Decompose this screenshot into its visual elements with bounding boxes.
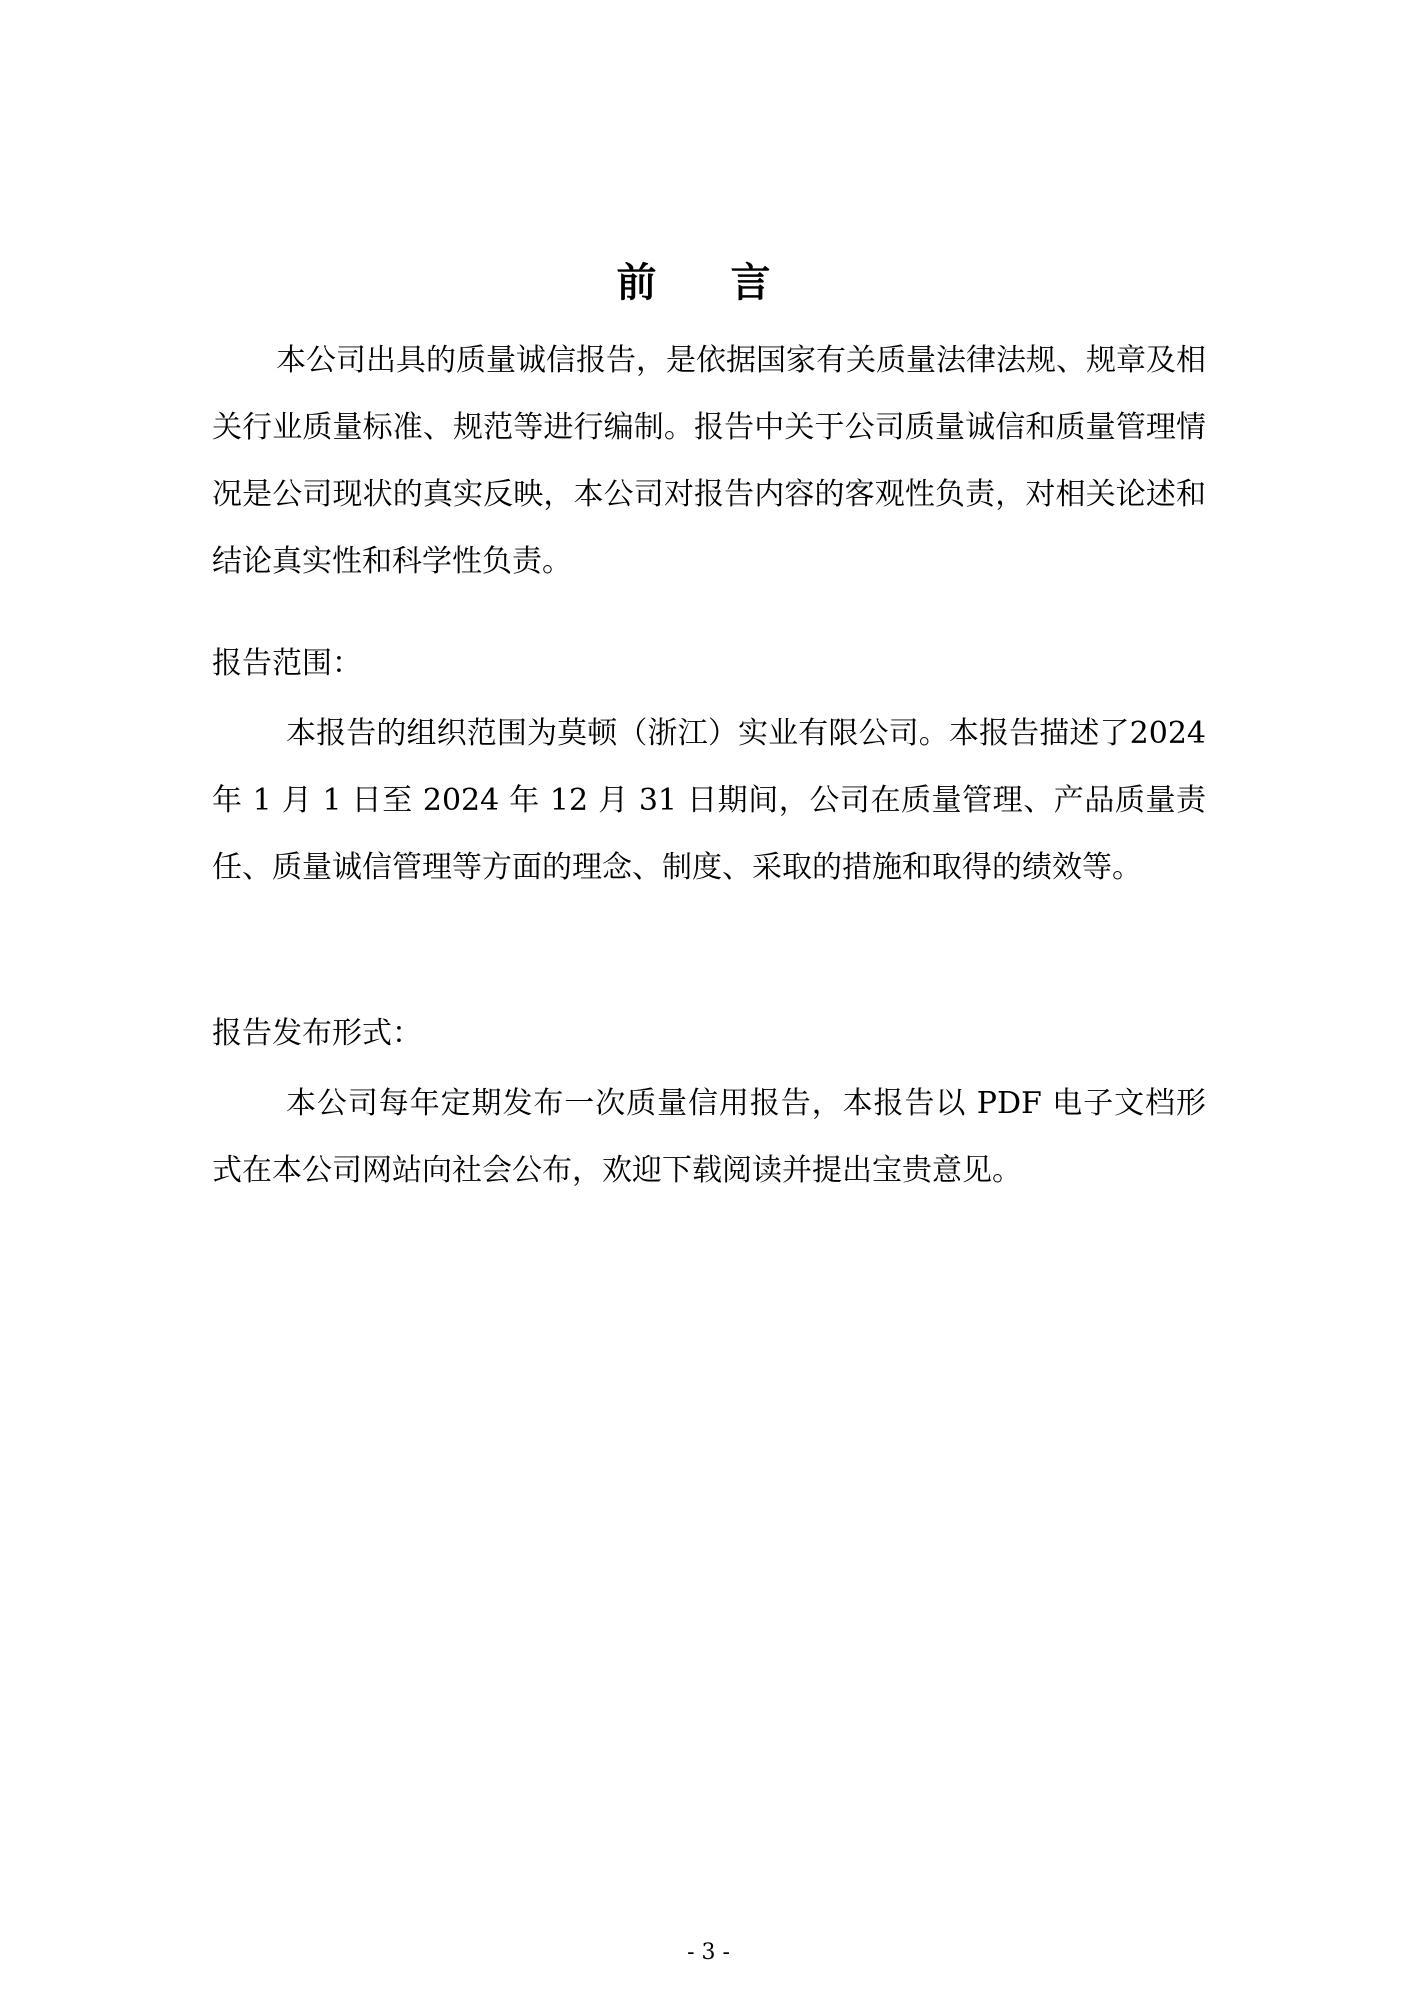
scope-heading-section (212, 630, 1206, 697)
page-number: - 3 - (687, 1940, 730, 1965)
publish-heading-section (212, 1000, 1206, 1067)
publish-paragraph: 本公司每年定期发布一次质量信用报告，本报告以 PDF 电子文档形式在本公司网站向社会公布，欢迎下载阅读并提出宝贵意见。 (212, 1086, 1206, 1188)
intro-section (212, 327, 1206, 595)
scope-section (212, 700, 1206, 901)
publish-section (212, 1070, 1206, 1204)
publish-heading: 报告发布形式： (212, 1016, 422, 1051)
scope-heading: 报告范围： (212, 646, 362, 681)
scope-paragraph: 本报告的组织范围为莫顿（浙江）实业有限公司。本报告描述了2024 年 1 月 1 日至 2024 年 12 月 31 日期间，公司在质量管理、产品质量责任、质量诚信管理等方面的理念、制度、采取的措施和取得的绩效等。 (212, 716, 1206, 885)
intro-paragraph: 本公司出具的质量诚信报告，是依据国家有关质量法律法规、规章及相关行业质量标准、规范等进行编制。报告中关于公司质量诚信和质量管理情况是公司现状的真实反映，本公司对报告内容的客观性负责，对相关论述和结论真实性和科学性负责。 (212, 343, 1206, 579)
page-title: 前 言 (616, 259, 801, 306)
